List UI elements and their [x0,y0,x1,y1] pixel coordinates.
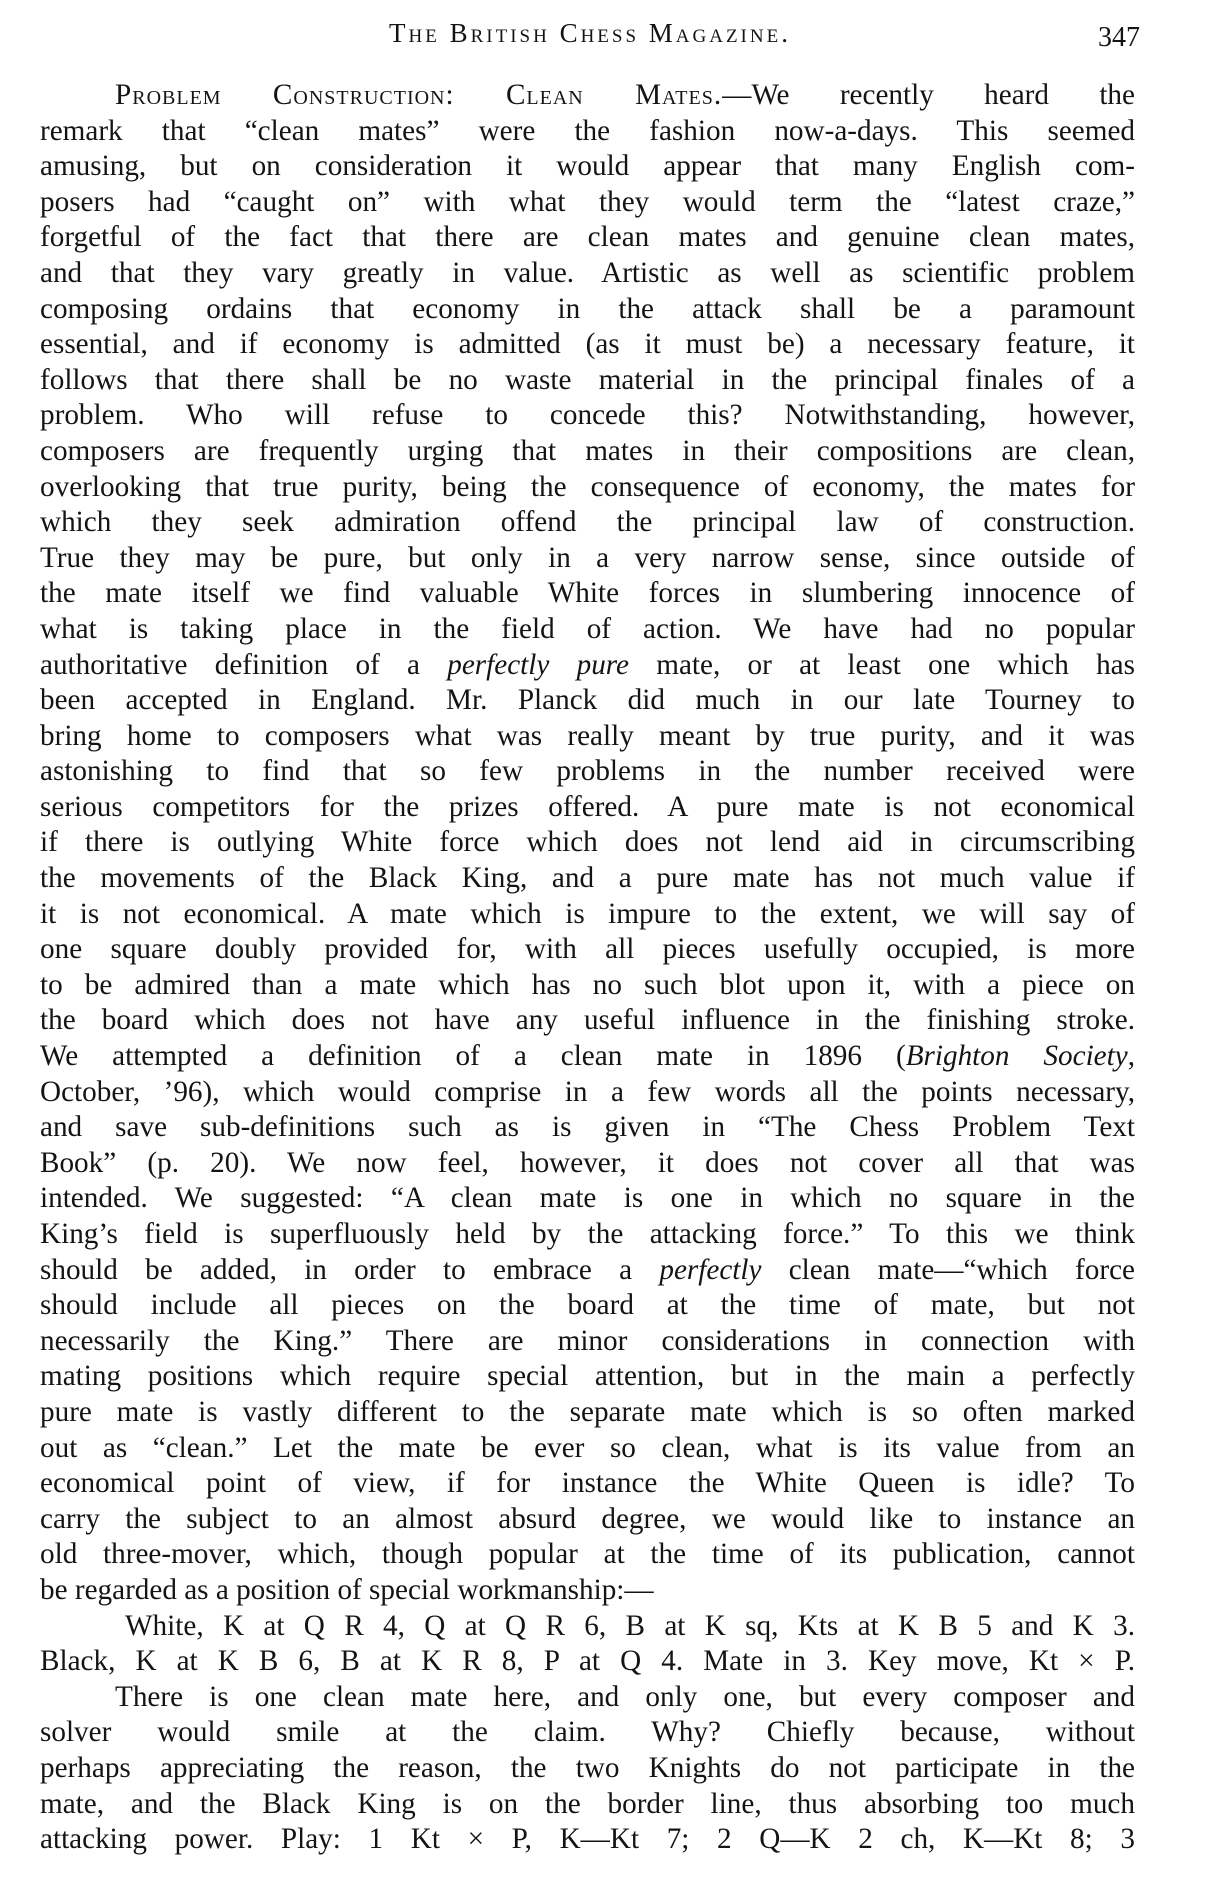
text-line [40,1502,1135,1538]
text-line [40,363,1135,399]
text-line [40,220,1135,256]
text-segment: it is not economical. A mate which is impure to the extent, we will say of [40,897,1135,930]
running-title: The British Chess Magazine. [389,18,791,48]
text-line [40,470,1135,506]
text-segment: There is one clean mate here, and only one, but every composer and [115,1680,1135,1713]
text-line [40,292,1135,328]
text-line [40,1751,1135,1787]
text-segment: serious competitors for the prizes offered. A pure mate is not economical [40,790,1135,823]
text-segment: the movements of the Black King, and a pure mate has not much value if [40,862,1135,895]
text-line [40,1288,1135,1324]
text-line [40,505,1135,541]
text-segment: what is taking place in the field of action. We have had no popular [40,612,1135,645]
text-line [40,1146,1135,1182]
text-segment: be regarded as a position of special workmanship:— [40,1573,654,1606]
text-line [40,932,1135,968]
text-line [40,1680,1135,1716]
text-line [40,185,1135,221]
text-segment: bring home to composers what was really meant by true purity, and it was [40,719,1135,752]
text-line [40,1822,1135,1858]
text-segment: authoritative definition of a [40,648,448,681]
text-line [40,434,1135,470]
text-segment: attacking power. Play: 1 Kt × P, K—Kt 7; 2 Q—K 2 ch, K—Kt 8; 3 [40,1823,1135,1856]
text-segment: overlooking that true purity, being the consequence of economy, the mates for [40,470,1135,503]
text-line [40,1110,1135,1146]
text-line [40,648,1135,684]
text-segment: essential, and if economy is admitted (as it must be) a necessary feature, it [40,328,1135,361]
text-line [40,1537,1135,1573]
text-segment: out as “clean.” Let the mate be ever so clean, what is its value from an [40,1431,1135,1464]
text-line [40,612,1135,648]
text-segment: which they seek admiration offend the principal law of construction. [40,506,1135,539]
section-heading: Problem Construction: Clean Mates. [115,79,723,111]
text-line [40,256,1135,292]
text-segment: should include all pieces on the board at the time of mate, but not [40,1289,1135,1322]
text-line [40,1573,1135,1609]
text-segment: solver would smile at the claim. Why? Chiefly because, without [40,1716,1135,1749]
text-segment: clean mate—“which force [761,1253,1135,1286]
text-line [40,897,1135,933]
text-line [40,576,1135,612]
text-segment: astonishing to find that so few problems in the number received were [40,755,1135,788]
text-segment: We attempted a definition of a clean mate in 1896 ( [40,1040,906,1073]
text-line [40,1181,1135,1217]
text-segment: White, K at Q R 4, Q at Q R 6, B at K sq, Kts at K B 5 and K 3. [125,1609,1135,1642]
text-line [40,1644,1135,1680]
running-head [40,18,1140,58]
text-segment: the board which does not have any useful influence in the finishing stroke. [40,1004,1135,1037]
text-line [40,968,1135,1004]
text-segment: necessarily the King.” There are minor considerations in connection with [40,1324,1135,1357]
text-segment: and that they vary greatly in value. Artistic as well as scientific problem [40,256,1135,289]
italic-text: perfectly pure [447,648,630,681]
text-segment: October, ’96), which would comprise in a few words all the points necessary, [40,1075,1135,1108]
text-segment: intended. We suggested: “A clean mate is one in which no square in the [40,1182,1135,1215]
text-segment: and save sub-definitions such as is given in “The Chess Problem Text [40,1111,1135,1144]
text-line [40,1395,1135,1431]
text-segment: pure mate is vastly different to the separate mate which is so often marked [40,1395,1135,1428]
text-segment: one square doubly provided for, with all pieces usefully occupied, is more [40,933,1135,966]
text-line [40,1466,1135,1502]
text-line [40,825,1135,861]
text-line [40,1715,1135,1751]
text-segment: if there is outlying White force which does not lend aid in circumscribing [40,826,1135,859]
text-line [40,719,1135,755]
text-segment: perhaps appreciating the reason, the two Knights do not participate in the [40,1751,1135,1784]
text-segment: economical point of view, if for instance the White Queen is idle? To [40,1467,1135,1500]
text-line [40,1075,1135,1111]
text-line [40,398,1135,434]
text-line [40,1431,1135,1467]
article-body [40,78,1135,1858]
text-line [40,861,1135,897]
text-line [40,1217,1135,1253]
text-segment: to be admired than a mate which has no such blot upon it, with a piece on [40,968,1135,1001]
text-line [40,1039,1135,1075]
text-line [40,1253,1135,1289]
text-segment: mate, or at least one which has [629,648,1135,681]
text-segment: Black, K at K B 6, B at K R 8, P at Q 4. Mate in 3. Key move, Kt × P. [40,1645,1135,1678]
text-segment: True they may be pure, but only in a very narrow sense, since outside of [40,541,1135,574]
text-segment: —We recently heard the [722,79,1135,111]
text-line [40,1003,1135,1039]
text-segment: the mate itself we find valuable White forces in slumbering innocence of [40,577,1135,610]
text-segment: amusing, but on consideration it would appear that many English com- [40,150,1135,183]
text-segment: been accepted in England. Mr. Planck did much in our late Tourney to [40,684,1135,717]
text-segment: mating positions which require special attention, but in the main a perfectly [40,1360,1135,1393]
text-segment: King’s field is superfluously held by the attacking force.” To this we think [40,1218,1135,1250]
text-line [40,1787,1135,1823]
text-line [40,1324,1135,1360]
text-segment: follows that there shall be no waste material in the principal finales of a [40,363,1135,396]
text-segment: composers are frequently urging that mates in their compositions are clean, [40,434,1135,467]
text-segment: old three-mover, which, though popular at the time of its publication, cannot [40,1538,1135,1571]
text-segment: forgetful of the fact that there are clean mates and genuine clean mates, [40,221,1135,254]
text-segment: composing ordains that economy in the attack shall be a paramount [40,292,1135,325]
text-segment: should be added, in order to embrace a [40,1253,660,1286]
text-line [40,541,1135,577]
text-segment: problem. Who will refuse to concede this? Notwithstanding, however, [40,399,1135,432]
text-segment: , [1127,1040,1135,1073]
text-line [40,754,1135,790]
text-line [40,1609,1135,1645]
text-segment: mate, and the Black King is on the border line, thus absorbing too much [40,1787,1135,1820]
text-line [40,683,1135,719]
text-line [40,78,1135,114]
text-line [40,790,1135,826]
text-line [40,327,1135,363]
text-segment: carry the subject to an almost absurd degree, we would like to instance an [40,1502,1135,1535]
text-segment: remark that “clean mates” were the fashion now-a-days. This seemed [40,114,1135,147]
text-line [40,1359,1135,1395]
text-segment: posers had “caught on” with what they would term the “latest craze,” [40,185,1135,218]
italic-text: Brighton Society [905,1040,1128,1073]
text-line [40,149,1135,185]
text-segment: Book” (p. 20). We now feel, however, it does not cover all that was [40,1146,1135,1179]
text-line [40,114,1135,150]
italic-text: perfectly [659,1253,762,1286]
page-number: 347 [1098,22,1140,53]
